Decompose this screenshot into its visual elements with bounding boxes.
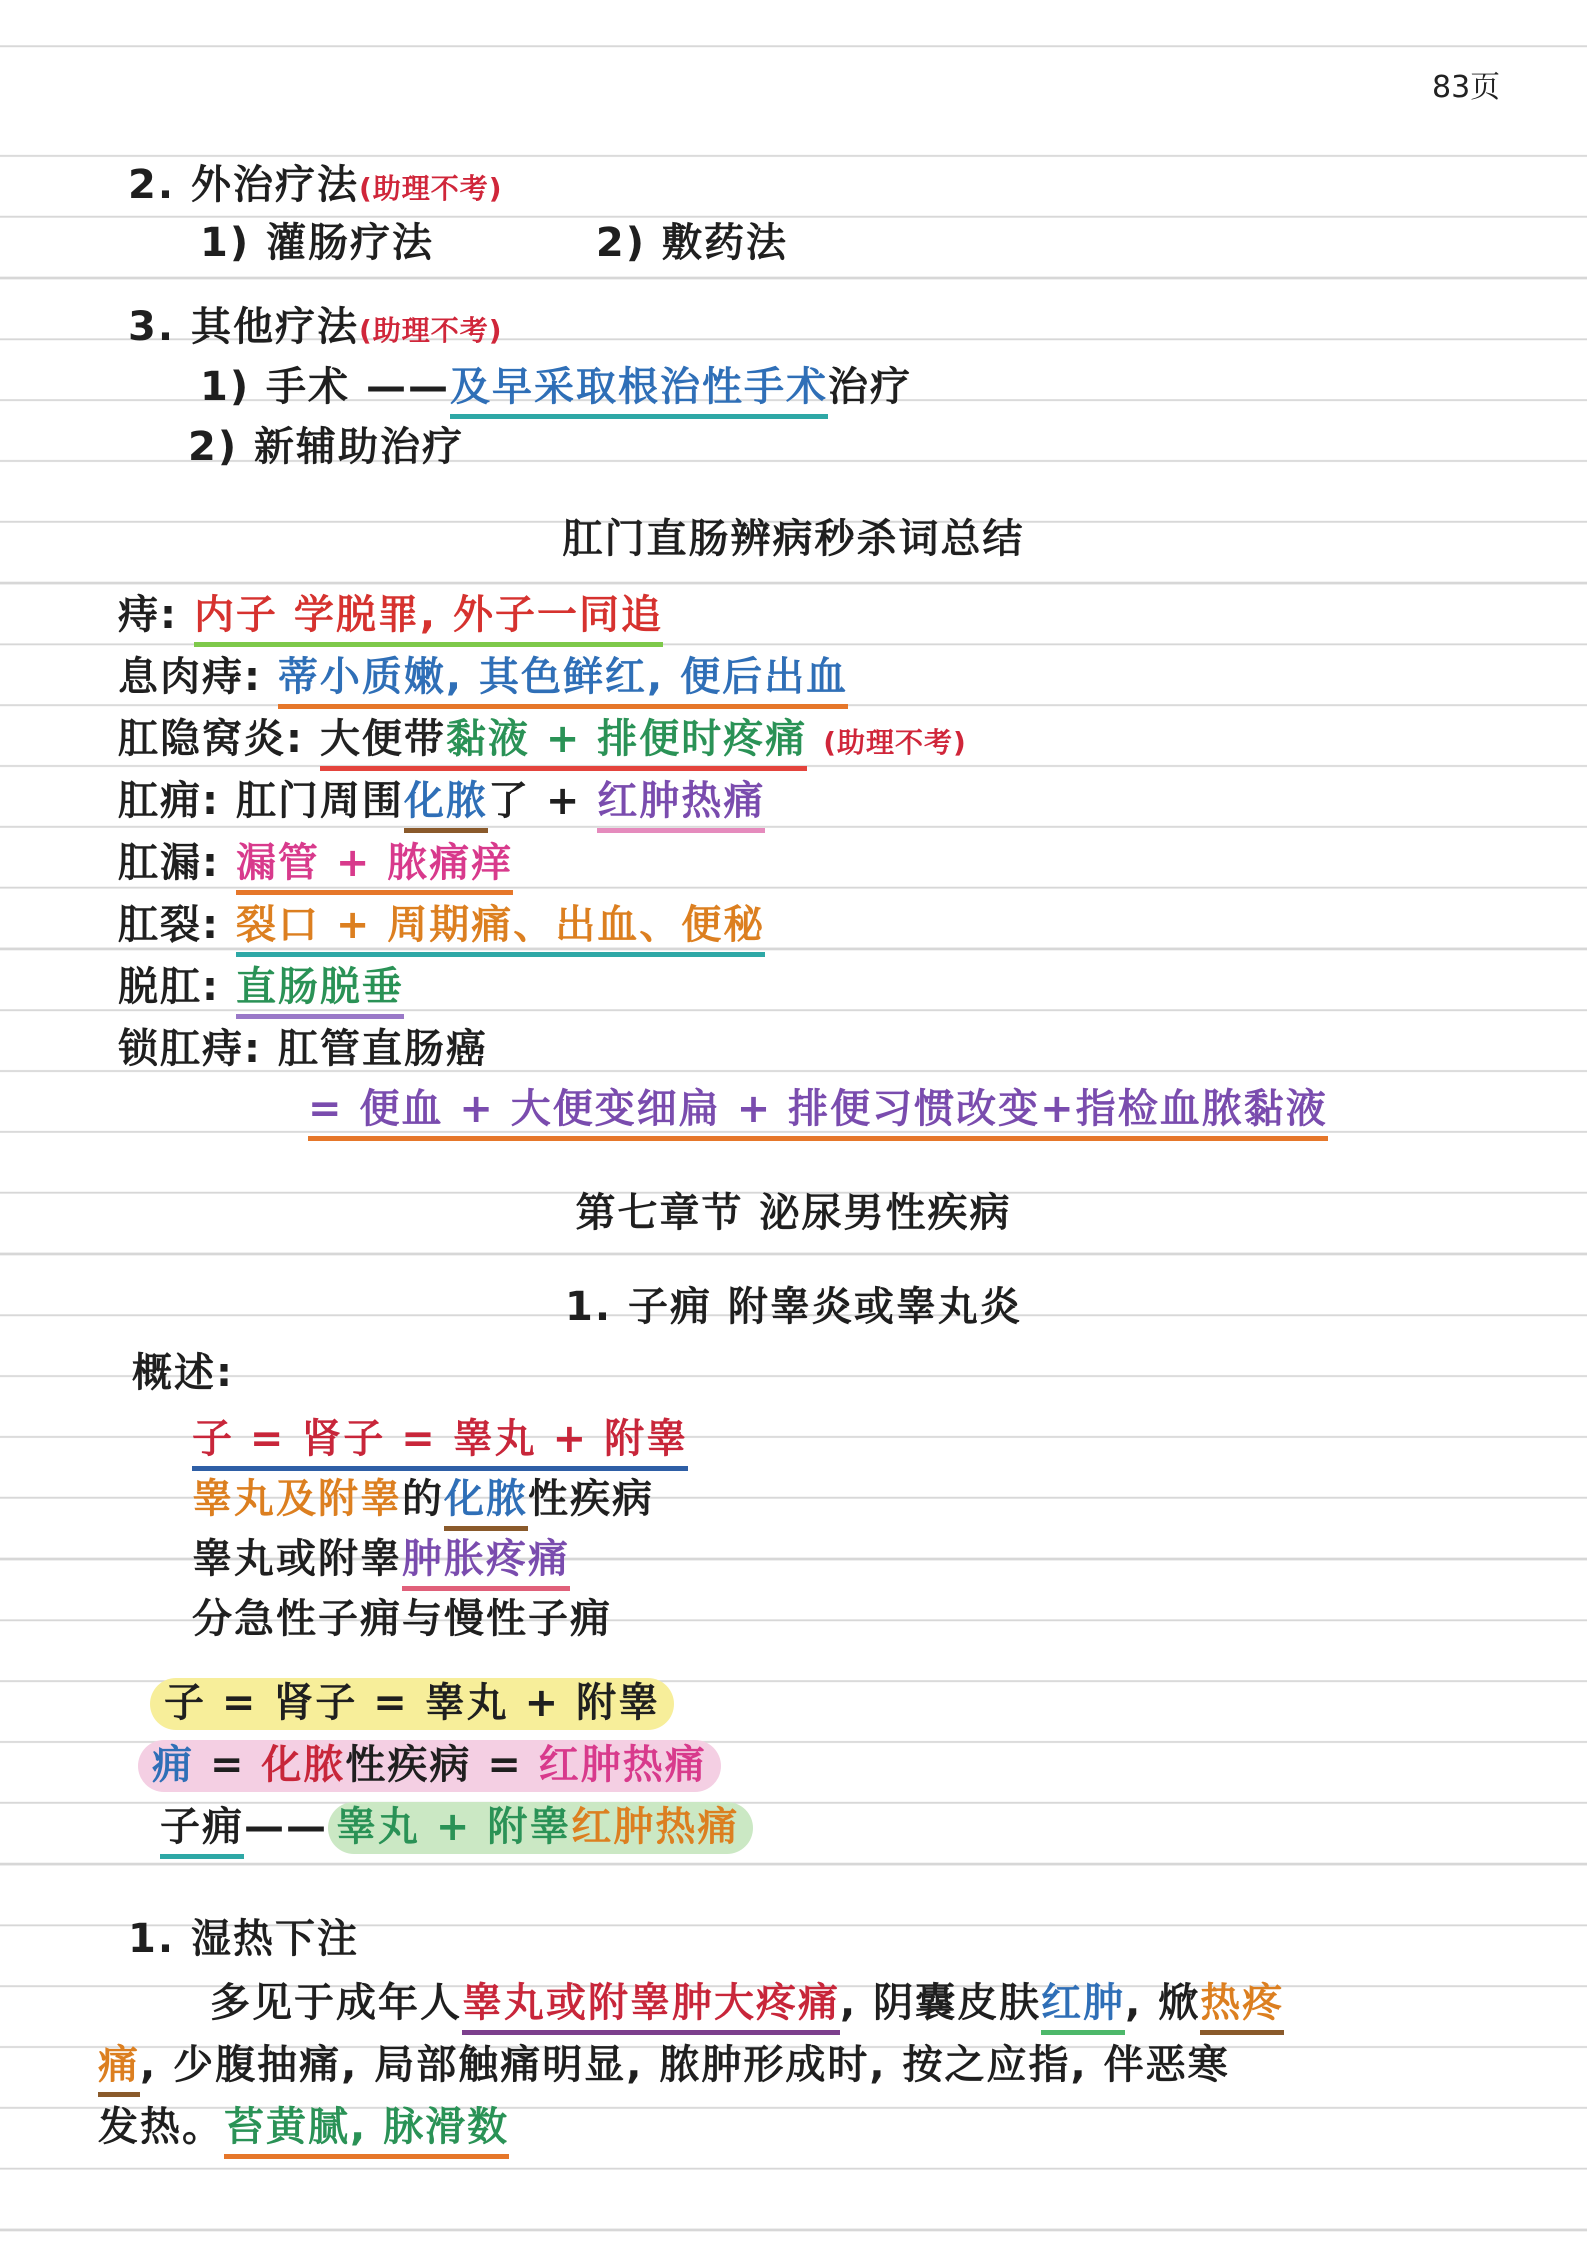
- gy-b: 化脓: [404, 774, 488, 833]
- section-2-note: (助理不考): [358, 172, 503, 205]
- overview-l3-b: 肿胀疼痛: [402, 1532, 570, 1591]
- sgz-eq: = 便血 + 大便变细扁 + 排便习惯改变+指检血脓黏液: [308, 1082, 1328, 1141]
- memo-m2-b: =: [209, 1742, 246, 1788]
- overview-l2-d: 性疾病: [528, 1476, 654, 1522]
- section-2-title: 2. 外治疗法: [128, 162, 359, 208]
- summary-gyw: [118, 712, 967, 771]
- overview-l2-b: 的: [402, 1476, 444, 1522]
- section-3-item-1: [200, 360, 912, 419]
- memo-m3-box: [328, 1802, 753, 1854]
- gy-label: 肛痈:: [118, 778, 220, 824]
- damp-p1-b: 睾丸或附睾肿大疼痛: [462, 1976, 840, 2035]
- memo-m2-d: 性疾病 =: [345, 1742, 523, 1788]
- summary-glie: [118, 898, 765, 957]
- overview-l2-c: 化脓: [444, 1472, 528, 1531]
- damp-para-1: [210, 1976, 1284, 2035]
- damp-p2-b: , 少腹抽痛, 局部触痛明显, 脓肿形成时, 按之应指, 伴恶寒: [140, 2042, 1230, 2088]
- summary-gl: [118, 836, 513, 895]
- damp-para-3: [98, 2100, 509, 2159]
- gyw-label: 肛隐窝炎:: [118, 716, 304, 762]
- memo-m3-d: 红肿热痛: [571, 1804, 740, 1850]
- damp-p1-f: 热疼: [1200, 1976, 1284, 2035]
- memo-m2-box: [138, 1740, 721, 1792]
- overview-l1: 子 = 肾子 = 睾丸 + 附睾: [192, 1412, 688, 1471]
- zhi-text: 内子 学脱罪, 外子一同追: [194, 588, 663, 647]
- section-3-item-2: 2) 新辅助治疗: [188, 424, 465, 470]
- gy-d: 红肿热痛: [597, 774, 765, 833]
- xirou-text: 蒂小质嫩, 其色鲜红, 便后出血: [278, 650, 848, 709]
- summary-gy: [118, 774, 765, 833]
- section-2-item-2: 2) 敷药法: [595, 220, 788, 266]
- damp-p1-e: , 焮: [1125, 1980, 1201, 2026]
- overview-l3-a: 睾丸或附睾: [192, 1536, 402, 1582]
- section-2-item-1: 1) 灌肠疗法: [200, 220, 435, 266]
- item-1-suffix: 治疗: [827, 364, 912, 410]
- sgz-label: 锁肛痔:: [118, 1026, 262, 1072]
- memo-m3-c: 睾丸 + 附睾: [336, 1804, 572, 1850]
- xirou-label: 息肉痔:: [118, 654, 262, 700]
- overview-line-3: [192, 1532, 570, 1591]
- gyw-note: (助理不考): [823, 726, 967, 759]
- summary-tg: [118, 960, 404, 1019]
- gl-label: 肛漏:: [118, 840, 220, 886]
- item-1-highlight: 及早采取根治性手术: [450, 360, 828, 419]
- subsection-title: 1. 子痈 附睾炎或睾丸炎: [565, 1284, 1022, 1330]
- damp-p1-a: 多见于成年人: [210, 1980, 462, 2026]
- memo-m2-a: 痈: [152, 1742, 194, 1788]
- summary-sgz: [118, 1022, 488, 1076]
- damp-p3-a: 发热。: [98, 2104, 224, 2150]
- page-number: 83页: [1432, 70, 1501, 105]
- damp-p2-a: 痛: [98, 2038, 140, 2097]
- damp-p1-c: , 阴囊皮肤: [840, 1980, 1042, 2026]
- damp-para-2: [98, 2038, 1230, 2097]
- section-2-heading: [128, 158, 503, 216]
- memo-m1: 子 = 肾子 = 睾丸 + 附睾: [150, 1678, 674, 1730]
- memo-line-2: [138, 1738, 721, 1792]
- overview-line-4: 分急性子痈与慢性子痈: [192, 1596, 612, 1642]
- damp-p3-b: 苔黄腻, 脉滑数: [224, 2100, 509, 2159]
- gl-text: 漏管 + 脓痛痒: [236, 836, 513, 895]
- section-3-title: 3. 其他疗法: [128, 304, 359, 350]
- overview-line-1: [192, 1412, 688, 1471]
- summary-xirou: [118, 650, 848, 709]
- section-2-items: [200, 216, 788, 270]
- summary-title: 肛门直肠辨病秒杀词总结: [562, 516, 1025, 562]
- zhi-label: 痔:: [118, 592, 178, 638]
- gyw-b: 黏液 + 排便时疼痛: [445, 716, 808, 762]
- glie-label: 肛裂:: [118, 902, 220, 948]
- damp-p1-d: 红肿: [1041, 1976, 1125, 2035]
- gy-a: 肛门周围: [235, 778, 404, 824]
- memo-m3-b: ——: [244, 1804, 328, 1850]
- sgz-text: 肛管直肠癌: [277, 1026, 488, 1072]
- section-3-heading: [128, 300, 503, 358]
- overview-l2-a: 睾丸及附睾: [192, 1476, 402, 1522]
- tg-text: 直肠脱垂: [236, 960, 404, 1019]
- overview-label: 概述:: [132, 1350, 234, 1396]
- gyw-a: 大便带: [319, 716, 446, 762]
- tg-label: 脱肛:: [118, 964, 220, 1010]
- glie-text: 裂口 + 周期痛、出血、便秘: [236, 898, 765, 957]
- overview-line-2: [192, 1472, 654, 1531]
- damp-title: 1. 湿热下注: [128, 1916, 359, 1962]
- item-1-prefix: 1) 手术 ——: [200, 364, 450, 410]
- summary-zhi: [118, 588, 663, 647]
- section-3-note: (助理不考): [358, 314, 503, 347]
- memo-line-1: [150, 1676, 674, 1730]
- memo-line-3: [160, 1800, 753, 1859]
- summary-sgz-eq: [308, 1082, 1328, 1141]
- gy-c: 了 +: [487, 778, 582, 824]
- chapter-title: 第七章节 泌尿男性疾病: [575, 1190, 1012, 1236]
- memo-m2-c: 化脓: [261, 1742, 346, 1788]
- memo-m2-e: 红肿热痛: [538, 1742, 707, 1788]
- memo-m3-a: 子痈: [160, 1800, 244, 1859]
